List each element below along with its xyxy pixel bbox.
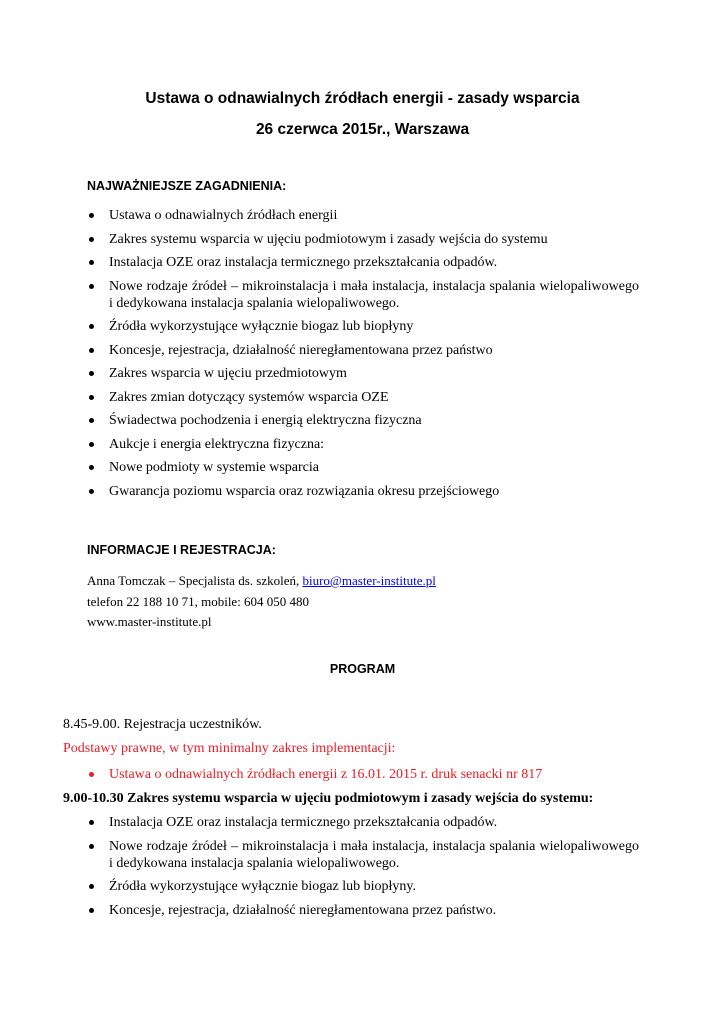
bullet-icon (89, 820, 94, 825)
topics-list (87, 207, 639, 506)
bullet-icon (89, 418, 94, 423)
document-subtitle: 26 czerwca 2015r., Warszawa (255, 121, 470, 138)
list-item: Ustawa o odnawialnych źródłach energii z 16.01. 2015 r. druk senacki nr 817 (87, 766, 639, 783)
bullet-icon (89, 442, 94, 447)
legal-list (87, 766, 639, 790)
bullet-icon (89, 371, 94, 376)
bullet-icon (89, 465, 94, 470)
list-item: Świadectwa pochodzenia i energią elektryczna fizyczna (87, 412, 639, 429)
list-item: Zakres zmian dotyczący systemów wsparcia OZE (87, 389, 639, 406)
topics-heading: NAJWAŻNIEJSZE ZAGADNIENIA: (87, 179, 287, 193)
bullet-icon (89, 324, 94, 329)
bullet-icon (89, 237, 94, 242)
bullet-icon (89, 395, 94, 400)
contact-info (87, 571, 436, 633)
document-title: Ustawa o odnawialnych źródłach energii - zasady wsparcia (145, 90, 580, 107)
bullet-icon (89, 260, 94, 265)
bullet-icon (89, 213, 94, 218)
list-item: Ustawa o odnawialnych źródłach energii (87, 207, 639, 224)
list-item: Nowe podmioty w systemie wsparcia (87, 459, 639, 476)
list-item: Koncesje, rejestracja, działalność nieregłamentowana przez państwo (87, 342, 639, 359)
bullet-icon (89, 348, 94, 353)
program-session-title: 9.00-10.30 Zakres systemu wsparcia w ujęciu podmiotowym i zasady wejścia do systemu: (63, 791, 594, 806)
bullet-icon (89, 772, 94, 777)
list-item: Gwarancja poziomu wsparcia oraz rozwiązania okresu przejściowego (87, 483, 639, 500)
list-item: Zakres wsparcia w ujęciu przedmiotowym (87, 365, 639, 382)
list-item: Instalacja OZE oraz instalacja termicznego przekształcania odpadów. (87, 814, 639, 831)
bullet-icon (89, 489, 94, 494)
list-item: Nowe rodzaje źródeł – mikroinstalacja i mała instalacja, instalacja spalania wielopaliwowego i dedykowana instalacja spalania wielopaliwowego. (87, 278, 639, 312)
bullet-icon (89, 284, 94, 289)
contact-person: Anna Tomczak – Specjalista ds. szkoleń, biuro@master-institute.pl (87, 573, 436, 588)
session-list (87, 814, 639, 925)
contact-heading: INFORMACJE I REJESTRACJA: (87, 543, 276, 557)
contact-website: www.master-institute.pl (87, 614, 212, 629)
program-heading: PROGRAM (329, 662, 396, 676)
bullet-icon (89, 908, 94, 913)
email-link[interactable]: biuro@master-institute.pl (302, 573, 436, 588)
program-registration: 8.45-9.00. Rejestracja uczestników. (63, 717, 262, 732)
list-item: Zakres systemu wsparcia w ujęciu podmiotowym i zasady wejścia do systemu (87, 231, 639, 248)
program-legal-basis: Podstawy prawne, w tym minimalny zakres implementacji: (63, 741, 396, 756)
list-item: Instalacja OZE oraz instalacja termicznego przekształcania odpadów. (87, 254, 639, 271)
list-item: Źródła wykorzystujące wyłącznie biogaz lub biopłyny (87, 318, 639, 335)
bullet-icon (89, 884, 94, 889)
contact-phone: telefon 22 188 10 71, mobile: 604 050 480 (87, 593, 310, 609)
list-item: Aukcje i energia elektryczna fizyczna: (87, 436, 639, 453)
list-item: Koncesje, rejestracja, działalność nieregłamentowana przez państwo. (87, 902, 639, 919)
list-item: Nowe rodzaje źródeł – mikroinstalacja i mała instalacja, instalacja spalania wielopaliwowego i dedykowana instalacja spalania wielopaliwowego. (87, 838, 639, 872)
bullet-icon (89, 844, 94, 849)
list-item: Źródła wykorzystujące wyłącznie biogaz lub biopłyny. (87, 878, 639, 895)
